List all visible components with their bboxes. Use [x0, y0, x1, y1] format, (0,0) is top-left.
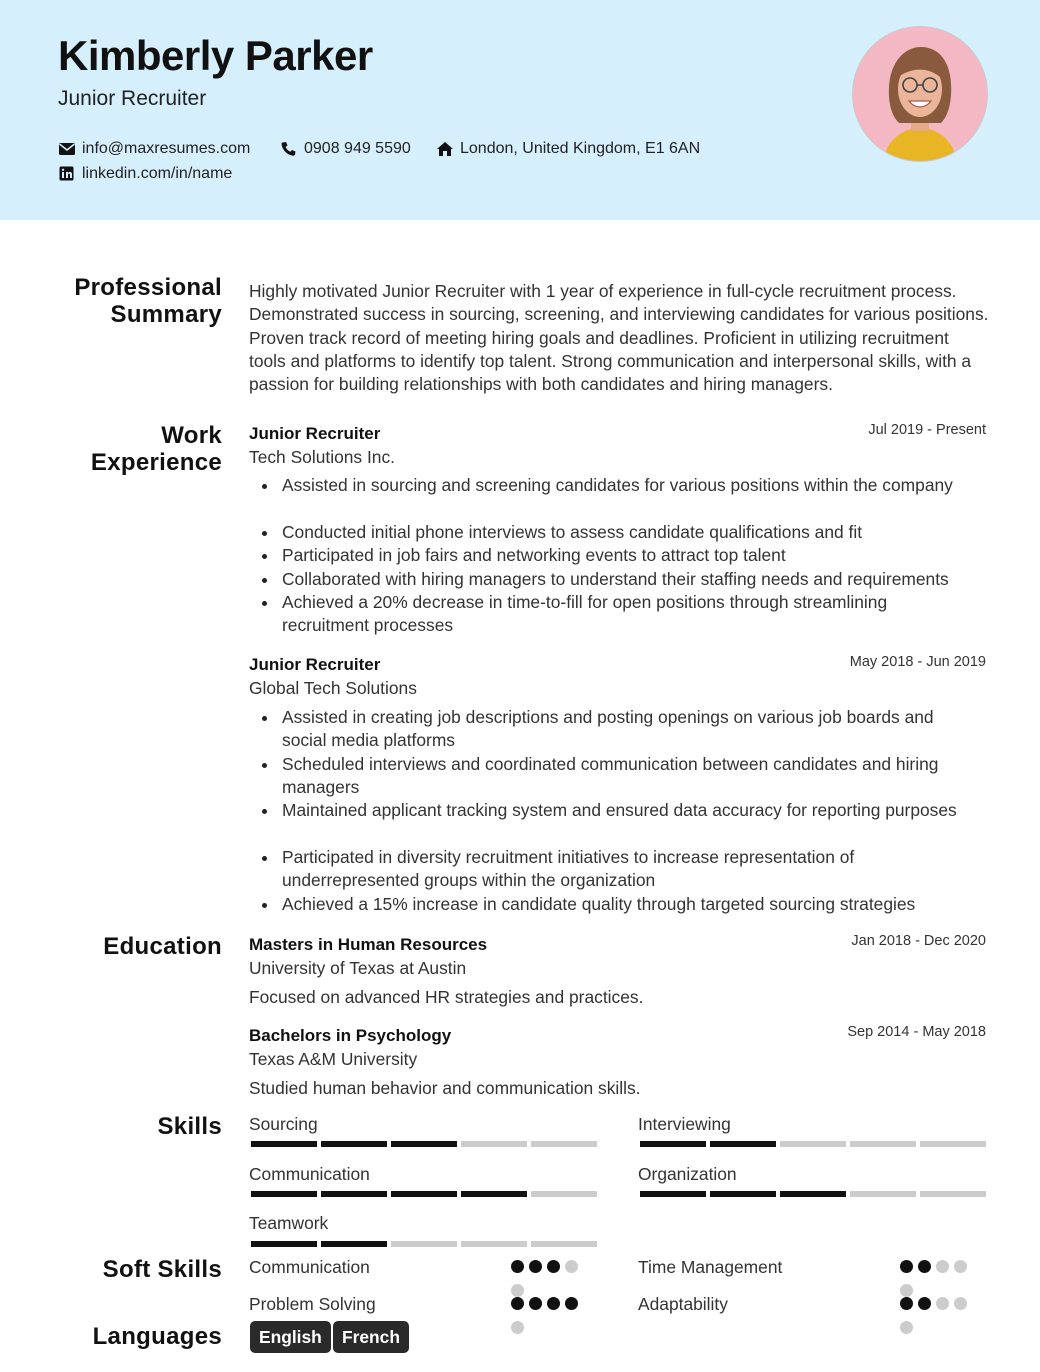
skill-bar — [640, 1141, 986, 1147]
list-item: Assisted in sourcing and screening candidates for various positions within the company — [282, 474, 988, 521]
skill-bar-segment-empty — [391, 1241, 457, 1247]
education-description: Focused on advanced HR strategies and practices. — [249, 987, 644, 1007]
rating-dot-filled — [547, 1297, 560, 1310]
contact-phone[interactable] — [280, 140, 411, 158]
degree-title: Bachelors in Psychology — [249, 1026, 452, 1045]
skill-bar-segment-filled — [640, 1191, 706, 1197]
list-item: Participated in diversity recruitment initiatives to increase representation of underrepresented groups within the organization — [282, 846, 988, 893]
skill-bar — [251, 1241, 597, 1247]
skill-name: Sourcing — [249, 1114, 318, 1134]
rating-dot-empty — [936, 1297, 949, 1310]
phone-text: 0908 949 5590 — [304, 140, 411, 157]
candidate-name: Kimberly Parker — [58, 32, 373, 79]
job-bullets — [249, 706, 988, 916]
job-title: Junior Recruiter — [249, 424, 381, 443]
rating-dot-filled — [900, 1297, 913, 1310]
skill-bar-segment-filled — [461, 1191, 527, 1197]
education-dates: Jan 2018 - Dec 2020 — [851, 933, 986, 949]
language-chip-french: French — [333, 1321, 409, 1353]
skill-bar-segment-empty — [461, 1241, 527, 1247]
rating-dot-filled — [547, 1260, 560, 1273]
list-item: Collaborated with hiring managers to understand their staffing needs and requirements — [282, 568, 988, 591]
skill-bar-segment-empty — [461, 1141, 527, 1147]
section-title-skills: Skills — [157, 1113, 222, 1140]
address-text: London, United Kingdom, E1 6AN — [460, 140, 701, 157]
envelope-icon — [58, 141, 76, 157]
job-title: Junior Recruiter — [249, 655, 381, 674]
skill-bar-segment-filled — [391, 1141, 457, 1147]
skill-bar-segment-empty — [531, 1241, 597, 1247]
rating-dot-filled — [565, 1297, 578, 1310]
section-title-languages: Languages — [92, 1323, 222, 1350]
rating-dot-filled — [529, 1297, 542, 1310]
section-title-summary — [74, 274, 222, 328]
rating-dot-empty — [511, 1321, 524, 1334]
list-item: Achieved a 20% decrease in time-to-fill for open positions through streamlining recruitment processes — [282, 591, 988, 638]
job-dates: May 2018 - Jun 2019 — [849, 654, 986, 670]
skill-bar — [251, 1191, 597, 1197]
contact-address — [436, 140, 700, 158]
rating-dot-empty — [954, 1297, 967, 1310]
skill-bar-segment-empty — [920, 1191, 986, 1197]
skill-bar-segment-empty — [780, 1141, 846, 1147]
list-item: Conducted initial phone interviews to assess candidate qualifications and fit — [282, 521, 988, 544]
skill-bar-segment-filled — [391, 1191, 457, 1197]
rating-dot-empty — [936, 1260, 949, 1273]
education-description: Studied human behavior and communication skills. — [249, 1078, 641, 1098]
list-item: Achieved a 15% increase in candidate quality through targeted sourcing strategies — [282, 893, 988, 916]
linkedin-icon — [58, 166, 76, 182]
candidate-title: Junior Recruiter — [58, 87, 207, 110]
section-title-soft-skills: Soft Skills — [102, 1256, 222, 1283]
skill-name: Teamwork — [249, 1213, 329, 1233]
list-item: Assisted in creating job descriptions and posting openings on various job boards and social media platforms — [282, 706, 988, 753]
school-name: University of Texas at Austin — [249, 958, 467, 978]
section-title-line: Professional — [74, 274, 222, 301]
section-title-work — [91, 422, 222, 476]
skill-bar-segment-filled — [251, 1141, 317, 1147]
skill-bar-segment-empty — [531, 1191, 597, 1197]
rating-dot-filled — [918, 1297, 931, 1310]
skill-bar-segment-filled — [640, 1141, 706, 1147]
skill-bar — [640, 1191, 986, 1197]
contact-linkedin[interactable] — [58, 165, 232, 183]
section-title-line: Summary — [110, 301, 222, 328]
linkedin-text: linkedin.com/in/name — [82, 165, 233, 182]
skill-bar-segment-empty — [850, 1141, 916, 1147]
rating-dot-filled — [918, 1260, 931, 1273]
skill-bar-segment-filled — [321, 1141, 387, 1147]
degree-title: Masters in Human Resources — [249, 935, 488, 954]
job-dates: Jul 2019 - Present — [868, 422, 986, 438]
soft-skill-name: Problem Solving — [249, 1294, 376, 1314]
skill-bar-segment-empty — [920, 1141, 986, 1147]
list-item: Maintained applicant tracking system and ensured data accuracy for reporting purposes — [282, 799, 988, 846]
section-title-education: Education — [103, 933, 222, 960]
rating-dot-empty — [954, 1260, 967, 1273]
phone-icon — [280, 141, 298, 157]
soft-skill-name: Communication — [249, 1257, 370, 1277]
list-item: Participated in job fairs and networking events to attract top talent — [282, 544, 988, 567]
job-company: Tech Solutions Inc. — [249, 447, 395, 467]
job-company: Global Tech Solutions — [249, 678, 417, 698]
soft-skill-name: Adaptability — [638, 1294, 728, 1314]
skill-name: Interviewing — [638, 1114, 731, 1134]
skill-bar-segment-filled — [321, 1191, 387, 1197]
profile-photo — [852, 26, 988, 162]
summary-text: Highly motivated Junior Recruiter with 1 year of experience in full-cycle recruitment process. Demonstrated success in sourcing, screening, and interviewing candidates for various positions. Proven track record of meeting hiring goals and deadlines. Proficient in utilizing recruitment tools and platforms to identify top talent. Strong communication and interpersonal skills, with a passion for building relationships with both candidates and hiring managers. — [249, 281, 989, 395]
rating-dot-filled — [511, 1297, 524, 1310]
school-name: Texas A&M University — [249, 1049, 418, 1069]
section-title-line: Experience — [90, 449, 222, 476]
rating-dot-empty — [565, 1260, 578, 1273]
skill-name: Communication — [249, 1164, 370, 1184]
rating-dot-filled — [511, 1260, 524, 1273]
rating-dot-empty — [900, 1284, 913, 1297]
skill-bar-segment-filled — [710, 1141, 776, 1147]
skill-bar-segment-filled — [251, 1191, 317, 1197]
skill-name: Organization — [638, 1164, 737, 1184]
rating-dot-filled — [529, 1260, 542, 1273]
email-text: info@maxresumes.com — [82, 140, 251, 157]
language-chip-english: English — [250, 1321, 331, 1353]
skill-bar-segment-filled — [710, 1191, 776, 1197]
skill-bar-segment-empty — [850, 1191, 916, 1197]
rating-dot-empty — [900, 1321, 913, 1334]
resume-header — [0, 0, 1040, 220]
rating-dot-filled — [900, 1260, 913, 1273]
rating-dot-empty — [511, 1284, 524, 1297]
soft-skill-name: Time Management — [638, 1257, 783, 1277]
job-bullets — [249, 474, 988, 637]
skill-bar-segment-filled — [251, 1241, 317, 1247]
contact-email[interactable] — [58, 140, 250, 158]
education-dates: Sep 2014 - May 2018 — [847, 1024, 986, 1040]
skill-bar-segment-empty — [531, 1141, 597, 1147]
skill-bar-segment-filled — [780, 1191, 846, 1197]
section-title-line: Work — [161, 422, 222, 449]
list-item: Scheduled interviews and coordinated communication between candidates and hiring managers — [282, 753, 988, 800]
skill-bar-segment-filled — [321, 1241, 387, 1247]
home-icon — [436, 141, 454, 157]
skill-bar — [251, 1141, 597, 1147]
